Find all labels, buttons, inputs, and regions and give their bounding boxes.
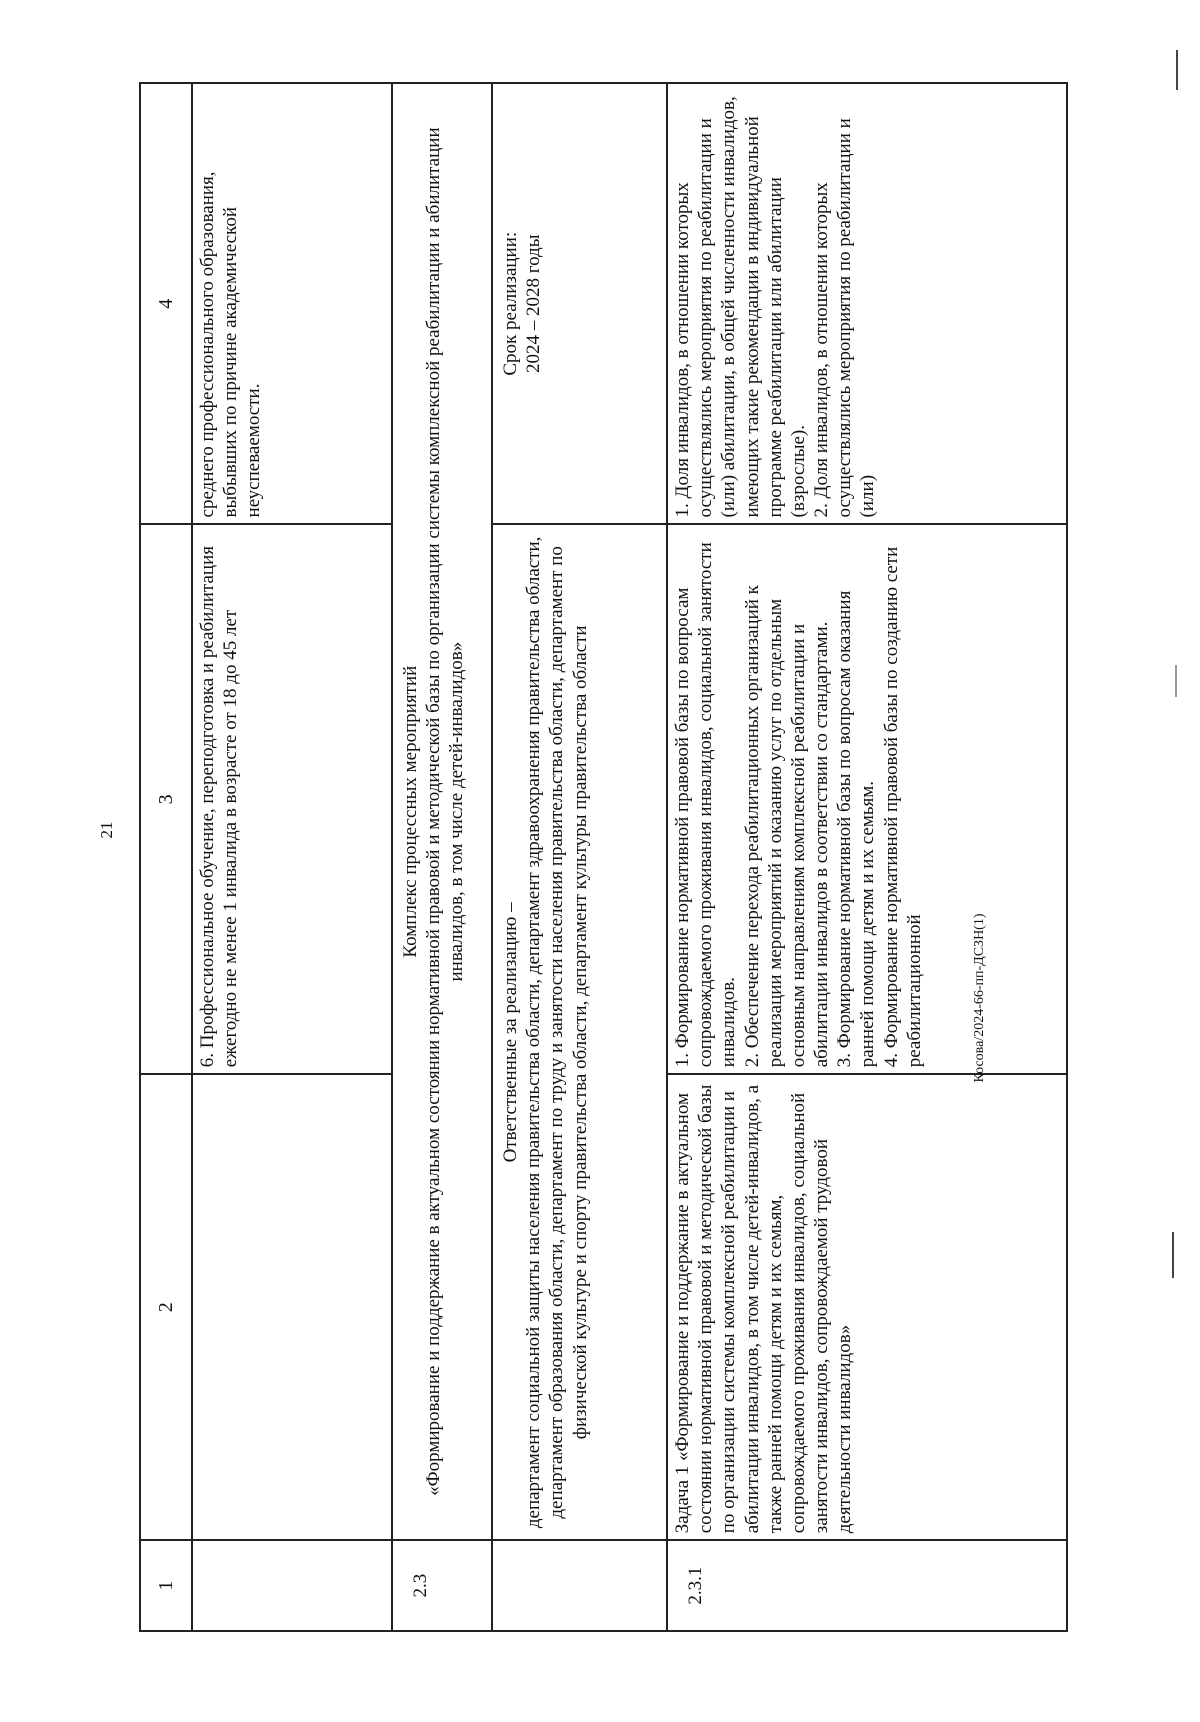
- scan-mark-top: [1176, 50, 1178, 90]
- responsible-text: департамент социальной защиты населения правительства области, департамент здравоохранения правительства области, департамент образования области, департамент по труду и занятости населения правительства области, департамент по физической культуре и спорту правительства области, департамент культуры правительства области: [523, 536, 591, 1529]
- continuation-result: 6. Профессиональное обучение, переподготовка и реабилитация ежегодно не менее 1 инвалида в возрасте от 18 до 45 лет: [192, 524, 392, 1074]
- task-result-item: 2. Обеспечение перехода реабилитационных организаций к реализации мероприятий и оказанию услуг по отдельным основным направлениям комплексной реабилитации и абилитации инвалидов в соответствии со стандартами.: [741, 585, 833, 1068]
- task-results: [667, 524, 1067, 1074]
- task-indicators: [667, 83, 1067, 524]
- term-value: 2024 – 2028 годы: [523, 234, 545, 373]
- responsible-label: Ответственные за реализацию –: [500, 902, 521, 1163]
- task-indicator-item: 2. Доля инвалидов, в отношении которых осуществлялись мероприятия по реабилитации и (или): [811, 118, 879, 518]
- responsible-number: [492, 1540, 667, 1631]
- task-result-item: 4. Формирование нормативной правовой базы по созданию сети реабилитационной: [880, 546, 925, 1068]
- task-number: 2.3.1: [667, 1540, 1067, 1631]
- task-row: [667, 83, 1067, 1631]
- program-table: [139, 82, 1068, 1632]
- term-label: Срок реализации:: [500, 231, 521, 376]
- task-description: Задача 1 «Формирование и поддержание в актуальном состоянии нормативной правовой и методической базы по организации системы комплексной реабилитации и абилитации инвалидов, в том числе детей-инвалидов, а также ранней помощи детям и их семьям, сопровождаемого проживания инвалидов, социальной занятости инвалидов, сопровождаемой трудовой деятельности инвалидов»: [667, 1074, 1067, 1540]
- page-number: 21: [97, 821, 116, 839]
- task-indicator-item: 1. Доля инвалидов, в отношении которых осуществлялись мероприятия по реабилитации и (или) абилитации, в общей численности инвалидов, имеющих такие рекомендации в индивидуальной программе реабилитации или абилитации (взрослые).: [672, 96, 809, 518]
- continuation-number: [192, 1540, 392, 1631]
- task-result-item: 1. Формирование нормативной правовой базы по вопросам сопровождаемого проживания инвалидов, социальной занятости инвалидов.: [672, 542, 740, 1068]
- section-title-line2: «Формирование и поддержание в актуальном состоянии нормативной правовой и методической базы по организации системы комплексной реабилитации и абилитации инвалидов, в том числе детей-инвалидов»: [423, 127, 468, 1496]
- section-title-cell: [392, 83, 492, 1540]
- header-col-2: 2: [140, 1074, 192, 1540]
- header-row: [140, 83, 192, 1631]
- continuation-row: [192, 83, 392, 1631]
- document-code: Косова/2024-66-пп-ДСЗН(1): [972, 913, 987, 1083]
- header-col-1: 1: [140, 1540, 192, 1631]
- section-number: 2.3: [392, 1540, 492, 1631]
- term-cell: [492, 83, 667, 524]
- header-col-3: 3: [140, 524, 192, 1074]
- task-result-item: 3. Формирование нормативной базы по вопросам оказания ранней помощи детям и их семьям.: [834, 590, 879, 1068]
- rotated-table-page: [139, 82, 1079, 1632]
- continuation-indicator: среднего профессионального образования, выбывших по причине академической неуспеваемости.: [192, 83, 392, 524]
- section-title-line1: Комплекс процессных мероприятий: [400, 665, 421, 958]
- responsible-row: [492, 83, 667, 1631]
- header-col-4: 4: [140, 83, 192, 524]
- scan-mark-mid: [1175, 665, 1177, 697]
- scan-mark-bottom: [1172, 1232, 1174, 1278]
- continuation-task: [192, 1074, 392, 1540]
- responsible-cell: [492, 524, 667, 1540]
- section-row: [392, 83, 492, 1631]
